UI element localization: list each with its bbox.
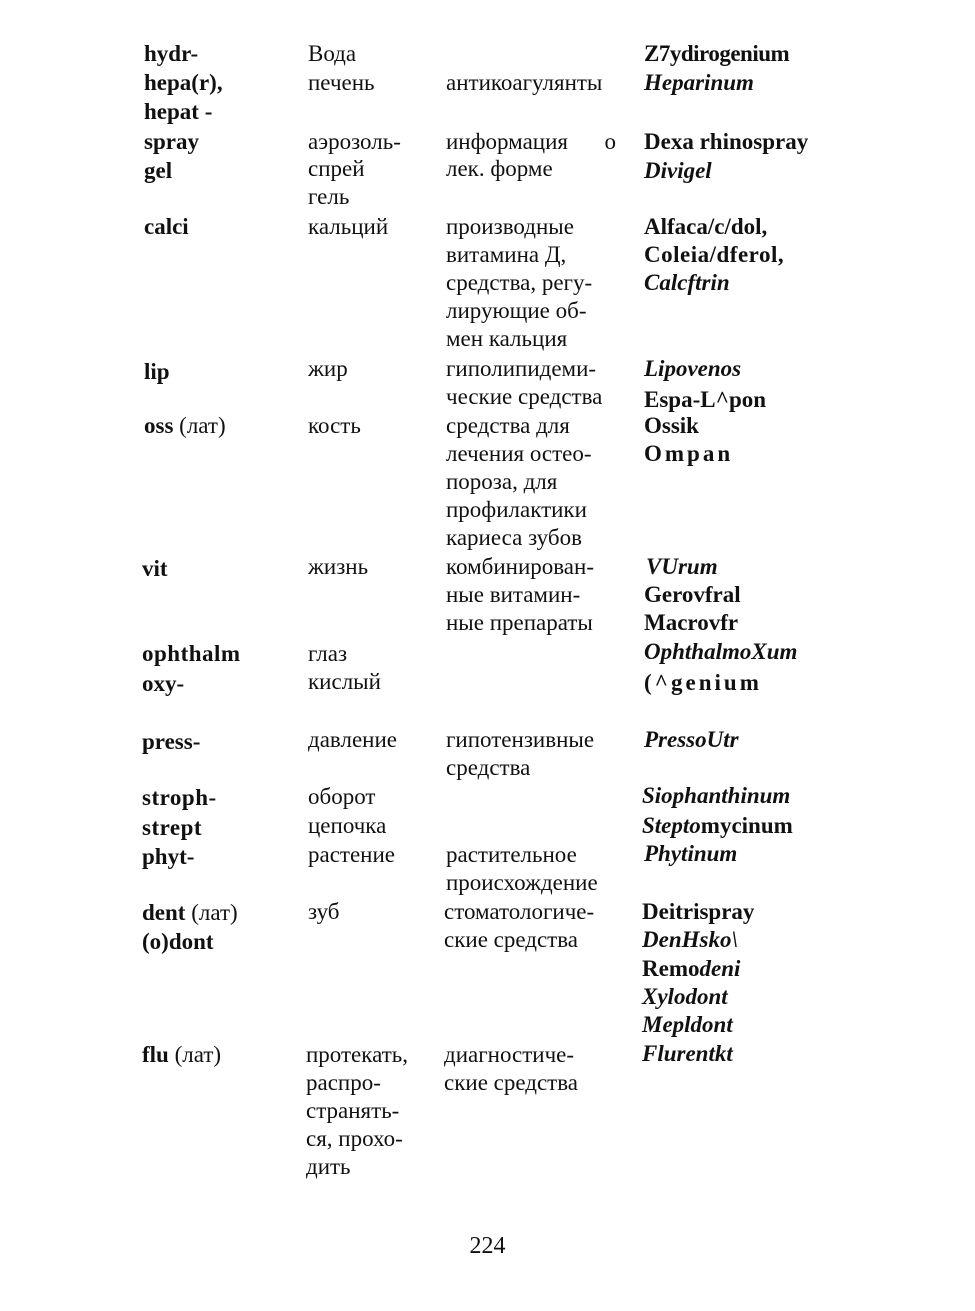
term-oss-root: oss xyxy=(144,413,174,438)
group-hypotensive-line-2: средства xyxy=(446,755,531,780)
group-lipid-line-1: гиполипидеми- xyxy=(446,356,597,381)
meaning-flow-line-3: странять- xyxy=(306,1098,400,1123)
drug-colecalciferol: Coleia/dferol, xyxy=(644,242,785,267)
term-odont: (o)dont xyxy=(142,929,214,954)
group-osteo-line-4: профилактики xyxy=(446,497,587,522)
group-vitamin-line-2: ные витамин- xyxy=(446,582,581,607)
meaning-water: Вода xyxy=(308,41,357,66)
drug-hydrogenium: Z7ydirogenium xyxy=(644,41,790,66)
drug-pressolitr: PressoUtr xyxy=(644,727,739,752)
meaning-calcium: кальций xyxy=(308,214,389,239)
drug-remodent-prefix: Remo xyxy=(642,956,700,981)
group-calcium-line-5: мен кальция xyxy=(446,326,568,351)
drug-lipovenos: Lipovenos xyxy=(644,356,742,381)
group-vitamin-line-3: ные препараты xyxy=(446,610,593,635)
term-flu-lat: (лат) xyxy=(174,1042,222,1067)
drug-streptomycinum xyxy=(642,812,793,840)
term-lip: lip xyxy=(144,359,170,384)
drug-streptomycinum-prefix: Stepto xyxy=(642,813,701,838)
group-diagnostic-line-1: диагностиче- xyxy=(444,1042,575,1067)
group-dental-line-2: ские средства xyxy=(444,927,578,952)
meaning-eye: глаз xyxy=(308,641,348,666)
meaning-tooth: зуб xyxy=(308,899,340,924)
group-calcium-line-1: производные xyxy=(446,214,574,239)
drug-xylodont: Xylodont xyxy=(642,984,728,1009)
group-osteo-line-1: средства для xyxy=(446,413,570,438)
drug-remodent-suffix: deni xyxy=(699,956,741,981)
meaning-aerosol: аэрозоль- xyxy=(308,129,401,154)
drug-oxygenium: (^genium xyxy=(644,670,762,695)
drug-vitrum: VUrum xyxy=(646,554,718,579)
term-ophthalm: ophthalm xyxy=(142,641,241,666)
term-calci: calci xyxy=(144,214,189,239)
meaning-acid: кислый xyxy=(308,669,381,694)
drug-phytinum: Phytinum xyxy=(644,841,738,866)
term-dent-lat: (лат) xyxy=(191,900,238,925)
meaning-bone: кость xyxy=(308,413,361,438)
drug-ophthalmoxum: OphthalmoXum xyxy=(644,639,798,664)
group-diagnostic-line-2: ские средства xyxy=(444,1070,578,1095)
meaning-flow-line-5: дить xyxy=(306,1154,351,1179)
drug-strophanthinum: Siophanthinum xyxy=(642,783,791,808)
meaning-pressure: давление xyxy=(308,727,397,752)
group-hypotensive-line-1: гипотензивные xyxy=(446,727,595,752)
page-number: 224 xyxy=(469,1233,506,1259)
term-flu xyxy=(142,1041,221,1069)
term-dent-root: dent xyxy=(142,900,186,925)
meaning-fat: жир xyxy=(308,356,348,381)
meaning-flow-line-1: протекать, xyxy=(306,1042,408,1067)
drug-macrovit: Macrovfr xyxy=(644,610,739,635)
group-info-line xyxy=(446,128,616,156)
meaning-chain: цепочка xyxy=(308,813,387,838)
meaning-flow-line-2: распро- xyxy=(306,1070,381,1095)
drug-remodent xyxy=(642,955,740,983)
group-vitamin-line-1: комбинирован- xyxy=(446,554,594,579)
meaning-turn: оборот xyxy=(308,784,376,809)
group-calcium-line-2: витамина Д, xyxy=(446,242,567,267)
term-press: press- xyxy=(142,729,201,754)
term-stroph: stroph- xyxy=(142,785,217,810)
drug-dentisko: DenHsko\ xyxy=(642,927,738,952)
drug-streptomycinum-suffix: mycinum xyxy=(700,813,793,838)
group-anticoagulants: антикоагулянты xyxy=(446,70,603,95)
meaning-liver: печень xyxy=(308,70,375,95)
group-plant-line-2: происхождение xyxy=(446,870,598,895)
group-dosage-form: лек. форме xyxy=(446,156,553,181)
meaning-flow-line-4: ся, прохо- xyxy=(306,1126,403,1151)
term-hepat: hepat - xyxy=(144,99,213,124)
drug-alfacalcidol: Alfaca/c/dol, xyxy=(644,214,768,239)
drug-calcitrin: Calcftrin xyxy=(644,270,730,295)
drug-mepldont: Mepldont xyxy=(642,1012,733,1037)
drug-ompan: Ompan xyxy=(644,441,734,466)
term-spray: spray xyxy=(144,129,199,154)
group-dental-line-1: стоматологиче- xyxy=(444,899,595,924)
meaning-spray: спрей xyxy=(308,156,365,181)
drug-ossik: Ossik xyxy=(644,413,699,438)
drug-gerovital: Gerovfral xyxy=(644,582,741,607)
drug-fluorescite: Flurentkt xyxy=(642,1041,733,1066)
term-oxy: oxy- xyxy=(142,671,185,696)
term-hydr: hydr- xyxy=(144,41,199,66)
group-osteo-line-3: пороза, для xyxy=(446,469,558,494)
drug-dentrispray: Deitrispray xyxy=(642,899,755,924)
drug-divigel: Divigel xyxy=(644,158,712,183)
term-vit: vit xyxy=(142,556,168,581)
group-info-about: о xyxy=(604,129,616,154)
term-dent xyxy=(142,899,238,927)
group-plant-line-1: растительное xyxy=(446,842,577,867)
term-oss-lat: (лат) xyxy=(179,413,226,438)
group-osteo-line-5: кариеса зубов xyxy=(446,525,582,550)
term-gel: gel xyxy=(144,158,173,183)
group-info-word: информация xyxy=(446,129,568,154)
term-oss xyxy=(144,412,226,440)
term-flu-root: flu xyxy=(142,1042,169,1067)
term-strept: strept xyxy=(142,815,203,840)
term-hepar: hepa(r), xyxy=(144,70,223,95)
term-phyt: phyt- xyxy=(142,844,195,869)
drug-espa-lipon: Espa-L^pon xyxy=(644,387,767,412)
meaning-gel: гель xyxy=(308,184,350,209)
group-lipid-line-2: ческие средства xyxy=(446,384,603,409)
group-osteo-line-2: лечения остео- xyxy=(446,441,592,466)
meaning-life: жизнь xyxy=(308,554,369,579)
drug-heparinum: Heparinum xyxy=(644,70,754,95)
group-calcium-line-3: средства, регу- xyxy=(446,270,593,295)
drug-dexa-rhinospray: Dexa rhinospray xyxy=(644,129,809,154)
meaning-plant: растение xyxy=(308,842,396,867)
group-calcium-line-4: лирующие об- xyxy=(446,298,587,323)
